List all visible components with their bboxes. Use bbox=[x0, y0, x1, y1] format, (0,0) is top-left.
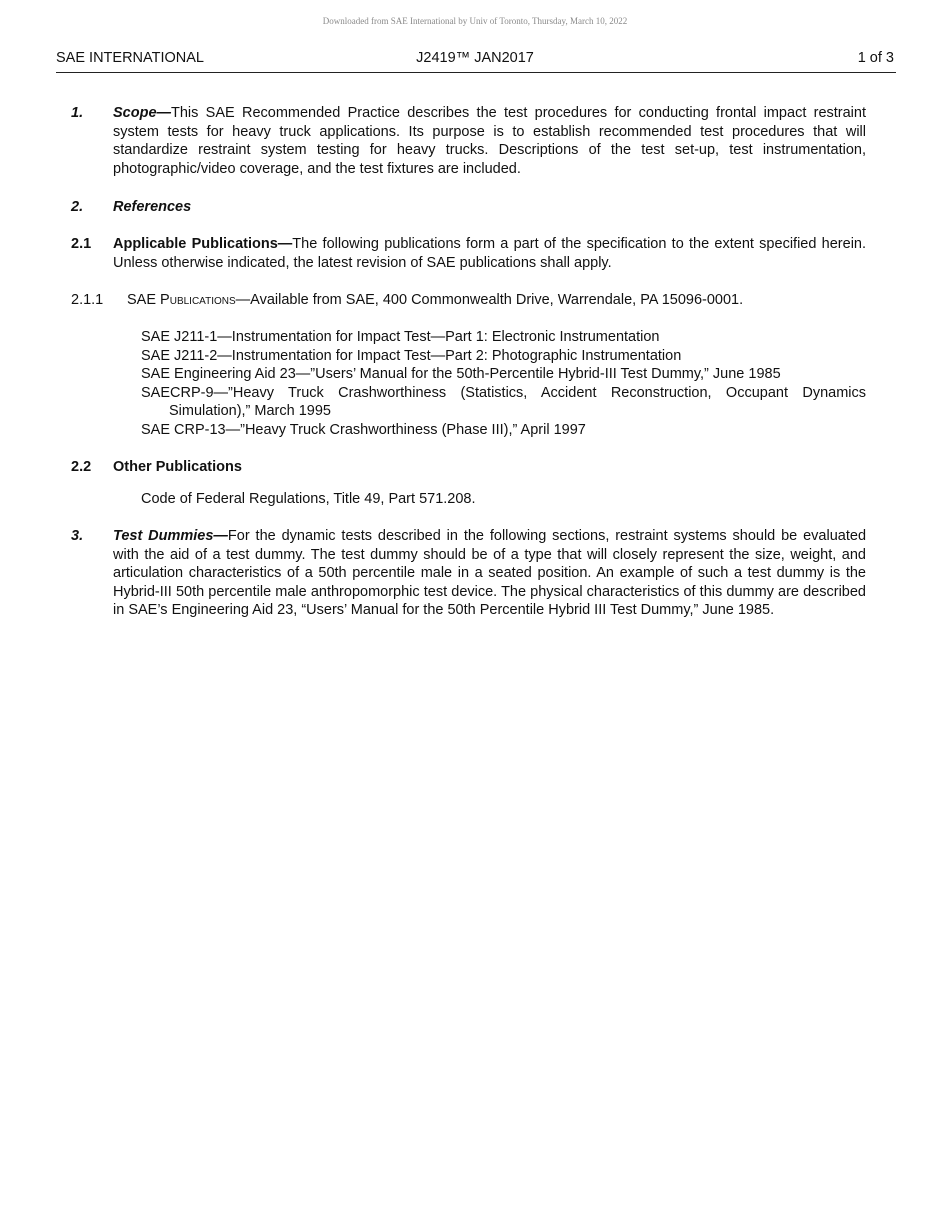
section-references bbox=[71, 198, 866, 217]
download-watermark: Downloaded from SAE International by Univ of Toronto, Thursday, March 10, 2022 bbox=[322, 16, 628, 26]
section-number: 2.1.1 bbox=[71, 292, 104, 308]
section-body bbox=[113, 104, 866, 178]
section-number: 3. bbox=[71, 528, 84, 544]
section-title: Scope— bbox=[113, 105, 172, 121]
section-title-prefix: SAE P bbox=[127, 292, 170, 308]
section-text: The following publications form a part of the specification to the extent specified herein. Unless otherwise indicated, the latest revision of SAE publications shall apply. bbox=[113, 236, 867, 271]
header-page-number: 1 of 3 bbox=[857, 50, 894, 66]
section-test-dummies bbox=[71, 527, 866, 620]
section-applicable-publications bbox=[71, 235, 866, 272]
section-number: 2. bbox=[71, 199, 84, 215]
section-sae-publications bbox=[71, 291, 866, 310]
reference-item: SAE J211-1—Instrumentation for Impact Test—Part 1: Electronic Instrumentation bbox=[141, 329, 660, 345]
section-title: Other Publications bbox=[113, 459, 242, 475]
section-title: Applicable Publications— bbox=[113, 236, 293, 252]
section-number: 2.1 bbox=[71, 236, 92, 252]
section-other-publications bbox=[71, 458, 866, 477]
section-scope bbox=[71, 104, 866, 178]
section-title-rest: ublications bbox=[169, 292, 236, 308]
section-text: —Available from SAE, 400 Commonwealth Drive, Warrendale, PA 15096-0001. bbox=[235, 292, 744, 308]
section-text: This SAE Recommended Practice describes the test procedures for conducting frontal impact restraint system tests for heavy truck applications. Its purpose is to establish recommended test procedures that will standardize restraint system testing for heavy trucks. Descriptions of the test set-up, test instrumentation, photographic/video coverage, and the test fixtures are included. bbox=[113, 105, 866, 177]
section-title: References bbox=[113, 199, 192, 215]
section-title: Test Dummies— bbox=[113, 528, 228, 544]
header-org: SAE INTERNATIONAL bbox=[56, 50, 204, 66]
reference-list bbox=[141, 328, 866, 440]
reference-item: SAE J211-2—Instrumentation for Impact Test—Part 2: Photographic Instrumentation bbox=[141, 347, 682, 364]
reference-item: SAECRP-9—”Heavy Truck Crashworthiness (Statistics, Accident Reconstruction, Occupant Dynamics Simulation),” March 1995 bbox=[141, 384, 866, 420]
section-number: 2.2 bbox=[71, 459, 92, 475]
section-body bbox=[113, 235, 866, 272]
section-body bbox=[113, 527, 866, 620]
header-doc-id: J2419™ JAN2017 bbox=[416, 50, 534, 66]
reference-item: SAE CRP-13—”Heavy Truck Crashworthiness (Phase III),” April 1997 bbox=[141, 421, 586, 438]
section-text: For the dynamic tests described in the following sections, restraint systems should be evaluated with the aid of a test dummy. The test dummy should be of a type that will closely represent the size, weight, and articulation characteristics of a 50th percentile male in a seated position. An example of such a test dummy is the Hybrid-III 50th percentile male anthropomorphic test device. The physical characteristics of this dummy are described in SAE’s Engineering Aid 23, “Users’ Manual for the 50th Percentile Hybrid III Test Dummy,” June 1985. bbox=[113, 528, 867, 619]
reference-item: SAE Engineering Aid 23—”Users’ Manual for the 50th-Percentile Hybrid-III Test Dummy,” June 1985 bbox=[141, 366, 781, 383]
section-number: 1. bbox=[71, 105, 84, 121]
other-publications-text: Code of Federal Regulations, Title 49, Part 571.208. bbox=[141, 491, 476, 507]
section-body bbox=[127, 291, 866, 310]
page-header bbox=[56, 50, 896, 73]
